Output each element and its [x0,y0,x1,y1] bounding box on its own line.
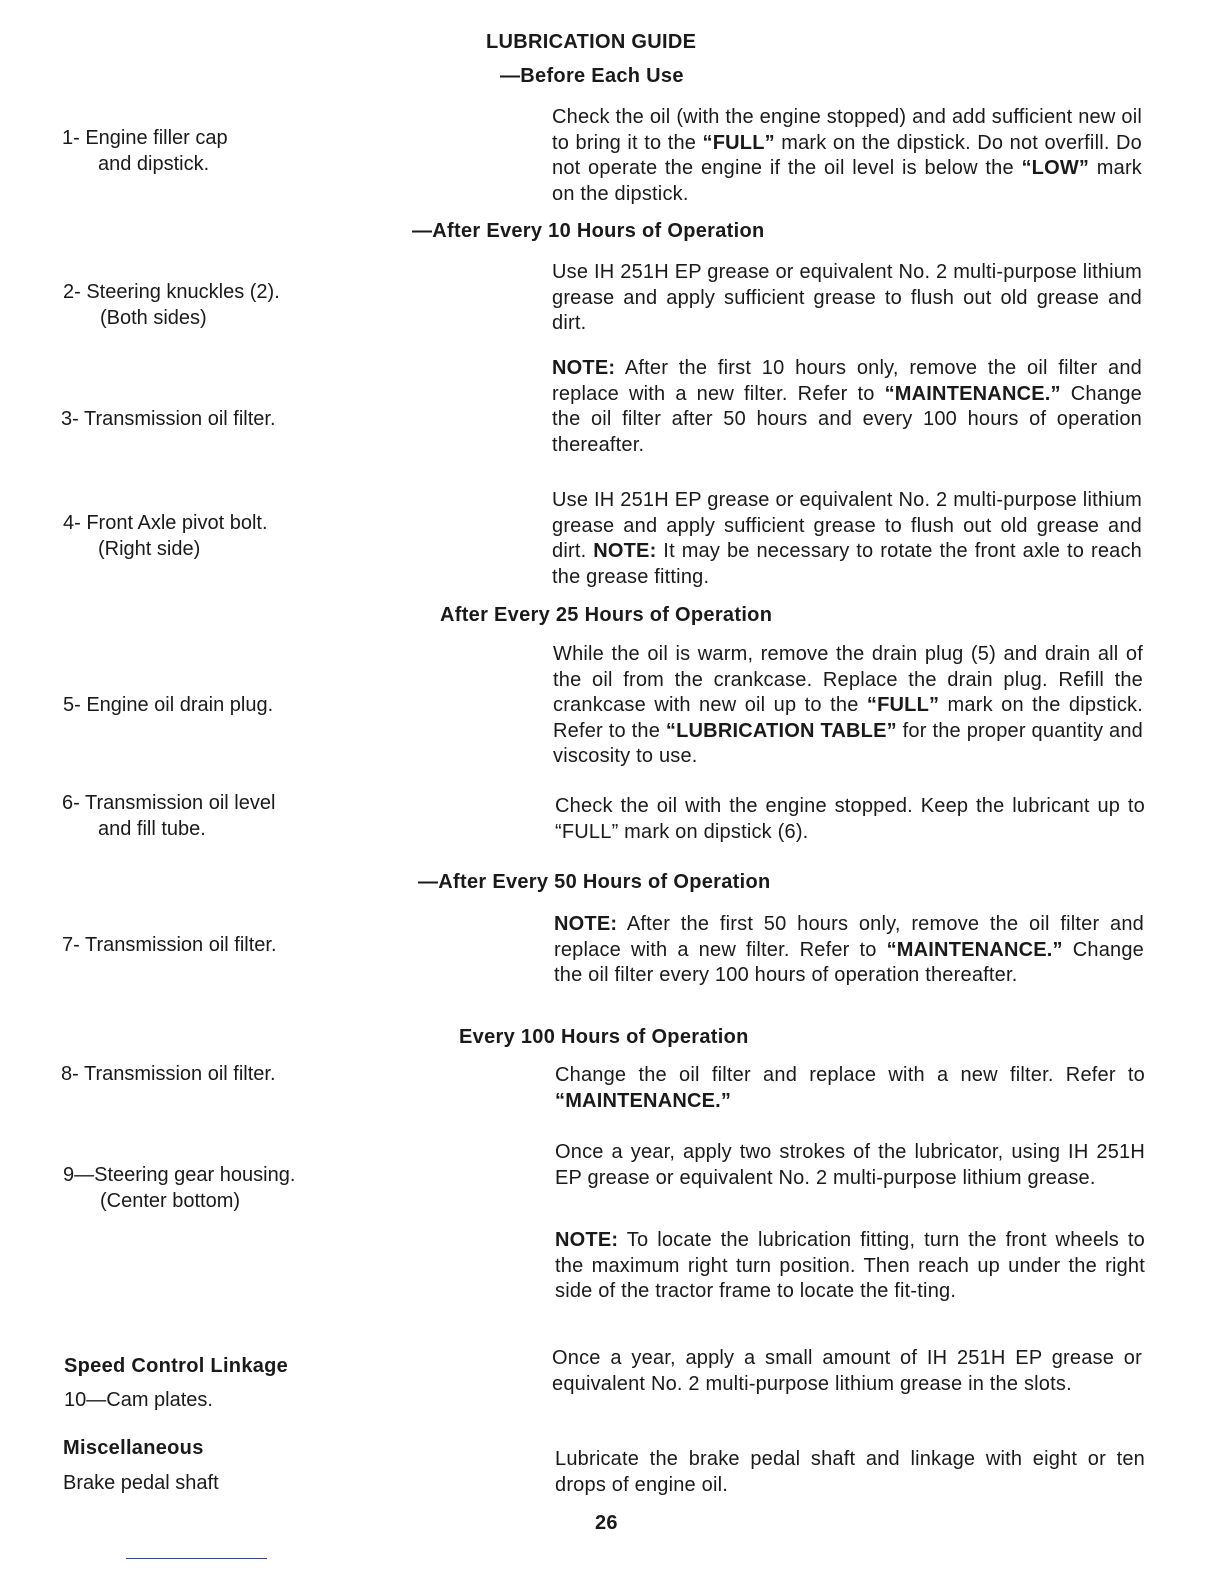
section-every-100-hours: Every 100 Hours of Operation [459,1026,749,1048]
desc-9: Once a year, apply two strokes of the lubricator, using IH 251H EP grease or equivalent No. 2 multi-purpose lithium grease. [555,1141,1145,1189]
section-miscellaneous: Miscellaneous [63,1437,204,1459]
page-number: 26 [595,1512,618,1534]
desc-11: Lubricate the brake pedal shaft and linkage with eight or ten drops of engine oil. [555,1448,1145,1496]
item-6-line-1: 6- Transmission oil level [62,792,276,814]
item-8: 8- Transmission oil filter. [61,1063,276,1085]
item-2-line-1: 2- Steering knuckles (2). [63,281,280,303]
item-10: 10—Cam plates. [64,1389,213,1411]
desc-8: Change the oil filter and replace with a new filter. Refer to “MAINTENANCE.” [555,1064,1145,1112]
item-brake-pedal-shaft: Brake pedal shaft [63,1472,219,1494]
desc-4: Use IH 251H EP grease or equivalent No. 2 multi-purpose lithium grease and apply sufficient grease to flush out old grease and dirt. NOTE: It may be necessary to rotate the front axle to reach the grease fitting. [552,489,1142,588]
desc-5: While the oil is warm, remove the drain plug (5) and drain all of the oil from the crankcase. Replace the drain plug. Refill the crankcase with new oil up to the “FULL” mark on the dipstick. Refer to the “LUBRICATION TABLE” for the proper quantity and viscosity to use. [553,643,1144,768]
desc-1: Check the oil (with the engine stopped) and add sufficient new oil to bring it to the “FULL” mark on the dipstick. Do not overfill. Do not operate the engine if the oil level is below the “LOW” mark on the dipstick. [552,106,1142,205]
desc-6: Check the oil with the engine stopped. Keep the lubricant up to “FULL” mark on dipstick (6). [555,795,1145,843]
section-after-10-hours: —After Every 10 Hours of Operation [412,220,765,242]
section-speed-control-linkage: Speed Control Linkage [64,1355,289,1377]
page-title: LUBRICATION GUIDE [486,31,697,53]
item-1-line-1: 1- Engine filler cap [62,127,228,149]
item-4-line-2: (Right side) [98,538,201,560]
item-7: 7- Transmission oil filter. [62,934,277,956]
item-3: 3- Transmission oil filter. [61,408,276,430]
desc-10: Once a year, apply a small amount of IH 251H EP grease or equivalent No. 2 multi-purpose lithium grease in the slots. [552,1347,1142,1395]
desc-3: NOTE: After the first 10 hours only, remove the oil filter and replace with a new filter. Refer to “MAINTENANCE.” Change the oil filter after 50 hours and every 100 hours of operation thereafter. [552,357,1142,456]
item-5: 5- Engine oil drain plug. [63,694,274,716]
bottom-divider [126,1558,267,1559]
item-1-line-2: and dipstick. [98,153,210,175]
item-2-line-2: (Both sides) [100,307,207,329]
item-9-line-2: (Center bottom) [100,1190,241,1212]
desc-9-note: NOTE: To locate the lubrication fitting, turn the front wheels to the maximum right turn position. Then reach up under the right side of the tractor frame to locate the fit-ting. [555,1229,1145,1303]
section-after-25-hours: After Every 25 Hours of Operation [440,604,773,626]
desc-2: Use IH 251H EP grease or equivalent No. 2 multi-purpose lithium grease and apply sufficient grease to flush out old grease and dirt. [552,261,1142,335]
section-after-50-hours: —After Every 50 Hours of Operation [418,871,771,893]
item-4-line-1: 4- Front Axle pivot bolt. [63,512,268,534]
item-6-line-2: and fill tube. [98,818,206,840]
item-9-line-1: 9—Steering gear housing. [63,1164,296,1186]
section-before-each-use: —Before Each Use [500,65,684,87]
desc-7: NOTE: After the first 50 hours only, remove the oil filter and replace with a new filter. Refer to “MAINTENANCE.” Change the oil filter every 100 hours of operation thereafter. [554,913,1144,987]
